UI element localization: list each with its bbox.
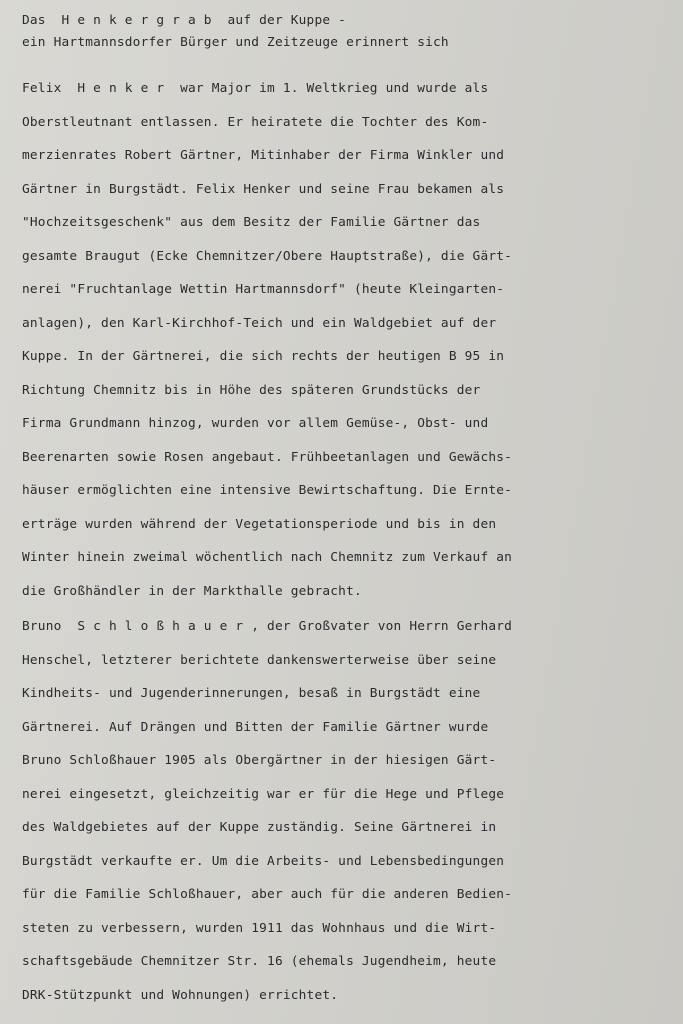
text-line: steten zu verbessern, wurden 1911 das Wohnhaus und die Wirt- xyxy=(22,920,497,936)
text-line: Firma Grundmann hinzog, wurden vor allem Gemüse-, Obst- und xyxy=(22,416,489,431)
text-line: Kindheits- und Jugenderinnerungen, besaß in Burgstädt eine xyxy=(22,686,481,701)
text-line: für die Familie Schloßhauer, aber auch für die anderen Bedien- xyxy=(22,887,513,902)
heading-line-1: Das H e n k e r g r a b auf der Kuppe - xyxy=(22,13,347,28)
text-line: DRK-Stützpunkt und Wohnungen) errichtet. xyxy=(22,987,339,1003)
text-line: Kuppe. In der Gärtnerei, die sich rechts der heutigen B 95 in xyxy=(22,349,505,364)
text-line: merzienrates Robert Gärtner, Mitinhaber der Firma Winkler und xyxy=(22,148,505,163)
text-line: Richtung Chemnitz bis in Höhe des späteren Grundstücks der xyxy=(22,382,481,398)
text-line: häuser ermöglichten eine intensive Bewirtschaftung. Die Ernte- xyxy=(22,483,513,498)
text-line: Beerenarten sowie Rosen angebaut. Frühbeetanlagen und Gewächs- xyxy=(22,449,513,465)
text-line: Gärtner in Burgstädt. Felix Henker und seine Frau bekamen als xyxy=(22,181,505,197)
paragraph-henker xyxy=(22,72,659,608)
text-line: "Hochzeitsgeschenk" aus dem Besitz der Familie Gärtner das xyxy=(22,215,481,230)
text-line: die Großhändler in der Markthalle gebracht. xyxy=(22,583,362,599)
text-line: Winter hinein zweimal wöchentlich nach Chemnitz zum Verkauf an xyxy=(22,550,513,565)
text-line: schaftsgebäude Chemnitzer Str. 16 (ehemals Jugendheim, heute xyxy=(22,954,497,969)
text-line: Henschel, letzterer berichtete dankenswerterweise über seine xyxy=(22,652,497,668)
text-line: Bruno Schloßhauer 1905 als Obergärtner in der hiesigen Gärt- xyxy=(22,753,497,768)
text-line: nerei "Fruchtanlage Wettin Hartmannsdorf" (heute Kleingarten- xyxy=(22,282,505,297)
text-line: Felix H e n k e r war Major im 1. Weltkrieg und wurde als xyxy=(22,81,489,96)
heading-line-2: ein Hartmannsdorfer Bürger und Zeitzeuge erinnert sich xyxy=(22,35,449,50)
text-line: Gärtnerei. Auf Drängen und Bitten der Familie Gärtner wurde xyxy=(22,719,489,735)
text-line: Bruno S c h l o ß h a u e r , der Großvater von Herrn Gerhard xyxy=(22,619,513,634)
text-line: gesamte Braugut (Ecke Chemnitzer/Obere Hauptstraße), die Gärt- xyxy=(22,248,513,264)
paragraph-schlosshauer xyxy=(22,610,659,1012)
text-line: anlagen), den Karl-Kirchhof-Teich und ein Waldgebiet auf der xyxy=(22,315,497,331)
text-line: nerei eingesetzt, gleichzeitig war er für die Hege und Pflege xyxy=(22,786,505,802)
text-line: des Waldgebietes auf der Kuppe zuständig. Seine Gärtnerei in xyxy=(22,820,497,835)
text-line: erträge wurden während der Vegetationsperiode und bis in den xyxy=(22,516,497,532)
text-line: Burgstädt verkaufte er. Um die Arbeits- und Lebensbedingungen xyxy=(22,853,505,869)
text-line: Oberstleutnant entlassen. Er heiratete die Tochter des Kom- xyxy=(22,114,489,130)
